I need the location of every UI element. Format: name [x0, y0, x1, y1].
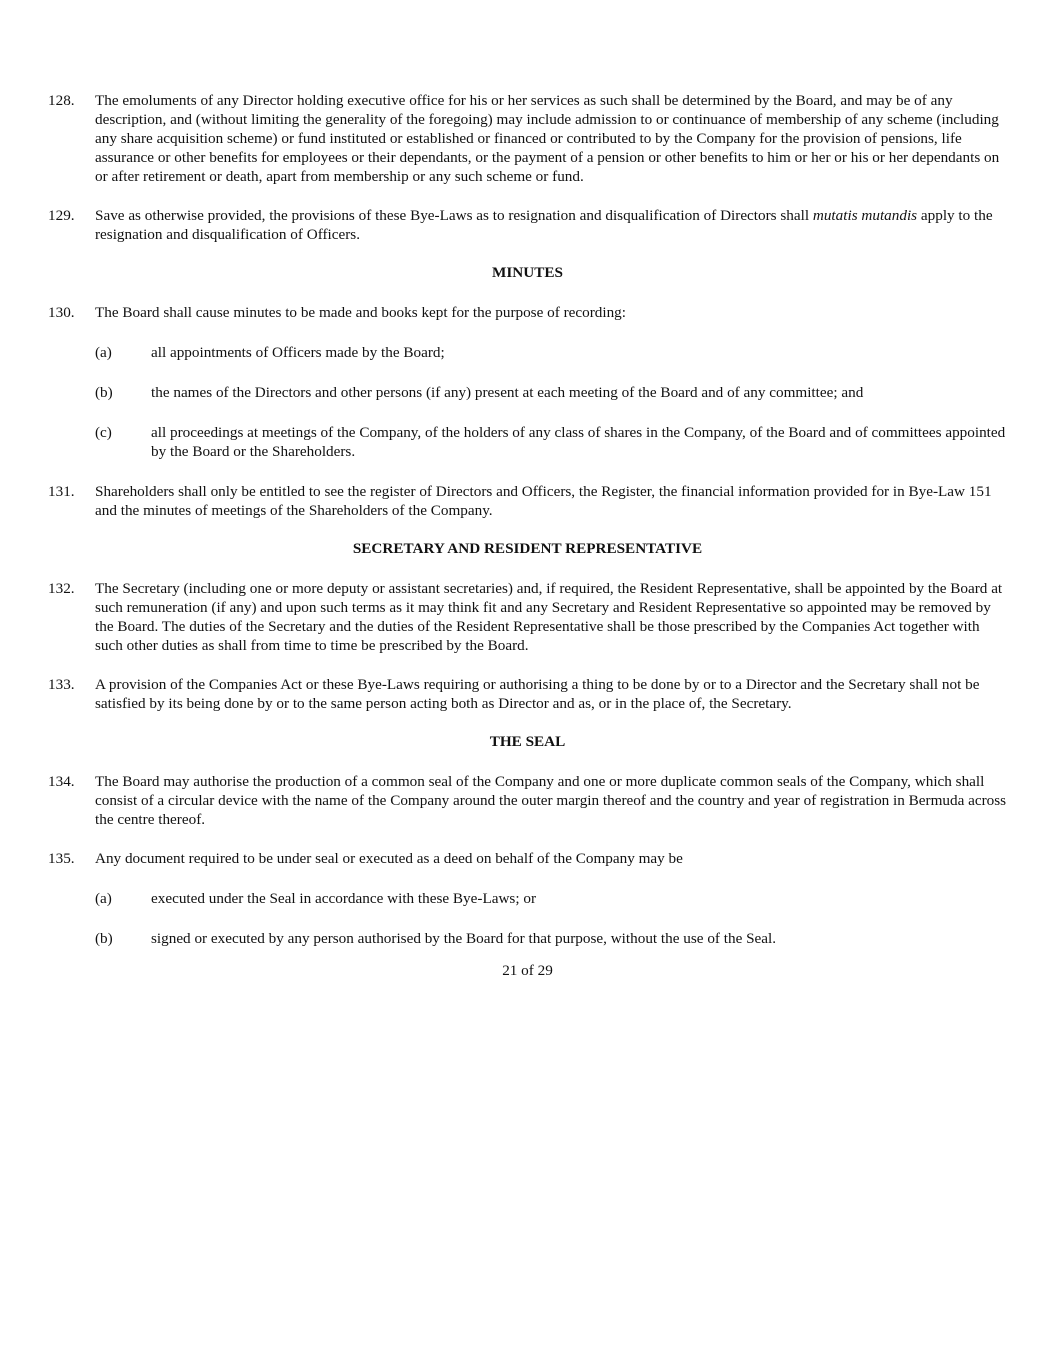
list-item [95, 930, 1008, 949]
heading-minutes: MINUTES [492, 264, 563, 281]
paragraph-text: A provision of the Companies Act or these Bye-Laws requiring or authorising a thing to be done by or to a Director and the Secretary shall not be satisfied by its being done by or to the same person acting both as Director and as, or in the place of, the Secretary. [95, 676, 980, 712]
bye-law-135 [48, 850, 1008, 869]
bye-law-132 [48, 580, 1008, 656]
paragraph-text: Any document required to be under seal or executed as a deed on behalf of the Company may be [95, 850, 683, 867]
bye-law-133 [48, 676, 1008, 714]
list-item-text: executed under the Seal in accordance with these Bye-Laws; or [151, 890, 537, 907]
paragraph-number: 128. [48, 92, 75, 109]
list-item-letter: (c) [95, 424, 112, 441]
heading-seal: THE SEAL [489, 733, 566, 750]
paragraph-text: The Secretary (including one or more deputy or assistant secretaries) and, if required, the Resident Representative, shall be appointed by the Board at such remuneration (if any) and upon such terms as it may think fit and any Secretary and Resident Representative so appointed may be removed by the Board. The duties of the Secretary and the duties of the Resident Representative shall be those prescribed by the Companies Act together with such other duties as shall from time to time be prescribed by the Board. [95, 580, 1003, 654]
list-item-text: the names of the Directors and other persons (if any) present at each meeting of the Board and of any committee; and [151, 384, 864, 401]
paragraph-text [95, 207, 1008, 245]
bye-law-129 [48, 207, 1008, 245]
paragraph-text-part: Save as otherwise provided, the provisions of these Bye-Laws as to resignation and disqualification of Directors shall [95, 207, 813, 224]
list-item-text: all proceedings at meetings of the Company, of the holders of any class of shares in the Company, of the Board and of committees appointed by the Board or the Shareholders. [151, 424, 1006, 460]
bye-law-131 [48, 483, 1008, 521]
paragraph-number: 131. [48, 483, 75, 500]
list-item-letter: (b) [95, 384, 113, 401]
paragraph-text-part: apply to the resignation and disqualification of Officers. [95, 207, 993, 243]
page-number: 21 of 29 [502, 962, 553, 979]
bye-law-130 [48, 304, 1008, 323]
list-item [95, 384, 1008, 403]
bye-law-134 [48, 773, 1008, 830]
paragraph-number: 134. [48, 773, 75, 790]
paragraph-number: 135. [48, 850, 75, 867]
paragraph-number: 129. [48, 207, 75, 224]
list-item-letter: (a) [95, 344, 112, 361]
paragraph-text: The emoluments of any Director holding executive office for his or her services as such shall be determined by the Board, and may be of any description, and (without limiting the generality of the foregoing) may include admission to or continuance of membership of any scheme (including any share acquisition scheme) or fund instituted or established or financed or contributed to by the Company for the provision of pensions, life assurance or other benefits for employees or their dependants, or the payment of a pension or other benefits to him or her or his or her dependants on or after retirement or death, apart from membership or any such scheme or fund. [95, 92, 1000, 185]
list-item [95, 344, 1008, 363]
paragraph-text: The Board shall cause minutes to be made and books kept for the purpose of recording: [95, 304, 626, 321]
list-item [95, 424, 1008, 462]
paragraph-number: 130. [48, 304, 75, 321]
list-item-text: all appointments of Officers made by the Board; [151, 344, 445, 361]
paragraph-text: The Board may authorise the production of a common seal of the Company and one or more duplicate common seals of the Company, which shall consist of a circular device with the name of the Company around the outer margin thereof and the country and year of registration in Bermuda across the centre thereof. [95, 773, 1007, 828]
paragraph-number: 133. [48, 676, 75, 693]
paragraph-text: Shareholders shall only be entitled to see the register of Directors and Officers, the Register, the financial information provided for in Bye-Law 151 and the minutes of meetings of the Shareholders of the Company. [95, 483, 992, 519]
list-item-letter: (a) [95, 890, 112, 907]
bye-law-128 [48, 92, 1008, 187]
list-item [95, 890, 1008, 909]
latin-phrase: mutatis mutandis [812, 207, 918, 224]
heading-secretary: SECRETARY AND RESIDENT REPRESENTATIVE [352, 540, 703, 557]
list-item-text: signed or executed by any person authorised by the Board for that purpose, without the use of the Seal. [151, 930, 777, 947]
list-item-letter: (b) [95, 930, 113, 947]
paragraph-number: 132. [48, 580, 75, 597]
